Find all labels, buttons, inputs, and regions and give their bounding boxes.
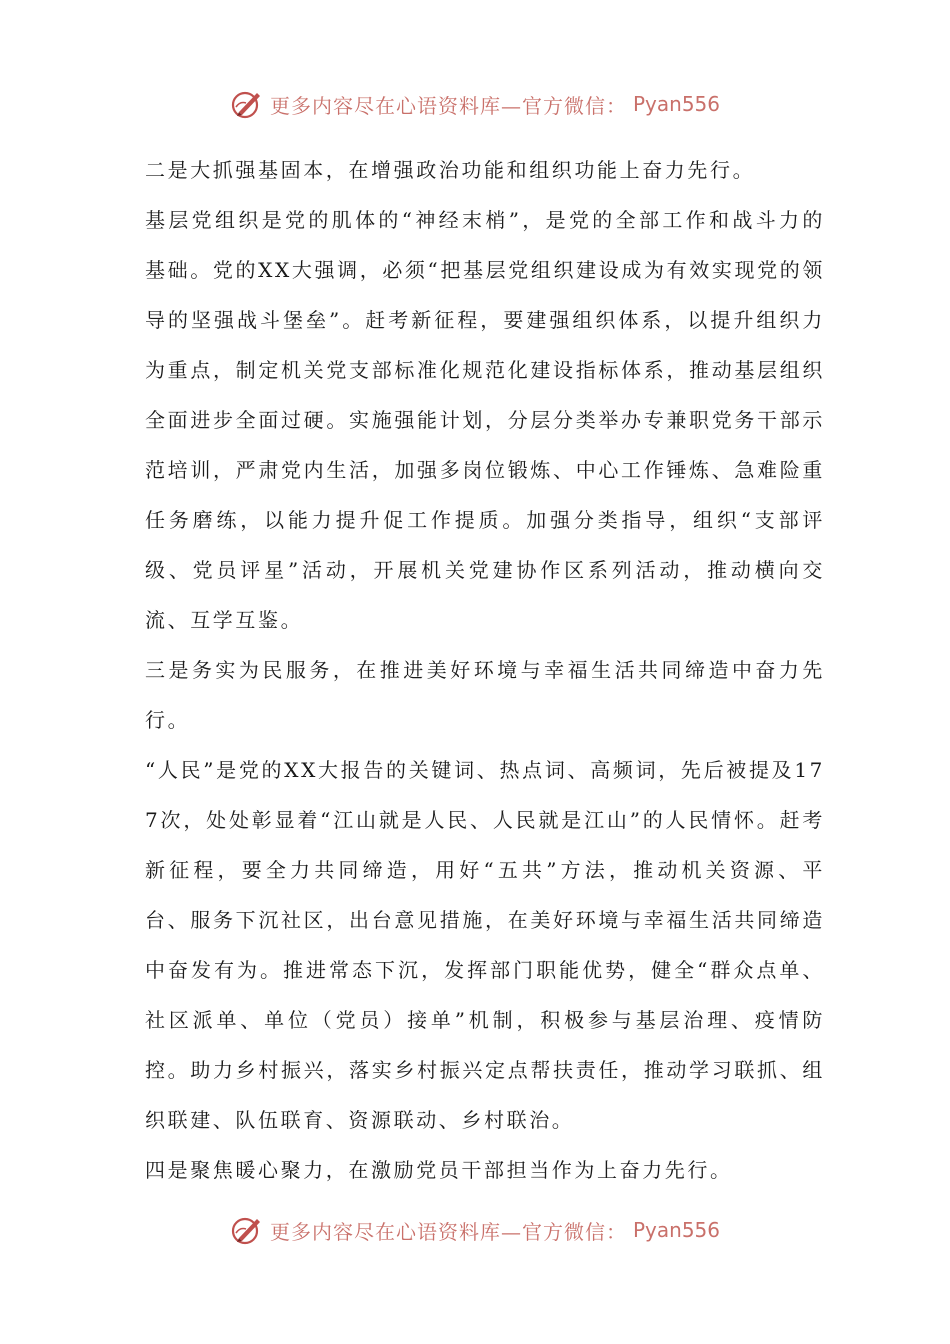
- document-body: [145, 145, 825, 1195]
- body-paragraph: 基层党组织是党的肌体的“神经末梢”，是党的全部工作和战斗力的基础。党的XX大强调，必须“把基层党组织建设成为有效实现党的领导的坚强战斗堡垒”。赶考新征程，要建强组织体系，以提升组织力为重点，制定机关党支部标准化规范化建设指标体系，推动基层组织全面进步全面过硬。实施强能计划，分层分类举办专兼职党务干部示范培训，严肃党内生活，加强多岗位锻炼、中心工作锤炼、急难险重任务磨练，以能力提升促工作提质。加强分类指导，组织“支部评级、党员评星”活动，开展机关党建协作区系列活动，推动横向交流、互学互鉴。: [145, 208, 825, 632]
- footer-banner: [0, 1210, 950, 1250]
- pen-logo-icon: [230, 1213, 264, 1247]
- section-heading: 四是聚焦暖心聚力，在激励党员干部担当作为上奋力先行。: [145, 1158, 733, 1182]
- section-heading: 三是务实为民服务，在推进美好环境与幸福生活共同缔造中奋力先行。: [145, 658, 825, 732]
- pen-logo-icon: [230, 87, 264, 121]
- body-paragraph: “人民”是党的XX大报告的关键词、热点词、高频词，先后被提及177次，处处彰显着“江山就是人民、人民就是江山”的人民情怀。赶考新征程，要全力共同缔造，用好“五共”方法，推动机关资源、平台、服务下沉社区，出台意见措施，在美好环境与幸福生活共同缔造中奋发有为。推进常态下沉，发挥部门职能优势，健全“群众点单、社区派单、单位（党员）接单”机制，积极参与基层治理、疫情防控。助力乡村振兴，落实乡村振兴定点帮扶责任，推动学习联抓、组织联建、队伍联育、资源联动、乡村联治。: [145, 758, 825, 1132]
- header-banner: [0, 84, 950, 124]
- banner-text: 更多内容尽在心语资料库—官方微信：: [269, 93, 627, 118]
- section-heading: 二是大抓强基固本，在增强政治功能和组织功能上奋力先行。: [145, 158, 756, 182]
- wechat-handle: Pyan556: [632, 1218, 720, 1242]
- wechat-handle: Pyan556: [632, 92, 720, 116]
- banner-text: 更多内容尽在心语资料库—官方微信：: [269, 1219, 627, 1244]
